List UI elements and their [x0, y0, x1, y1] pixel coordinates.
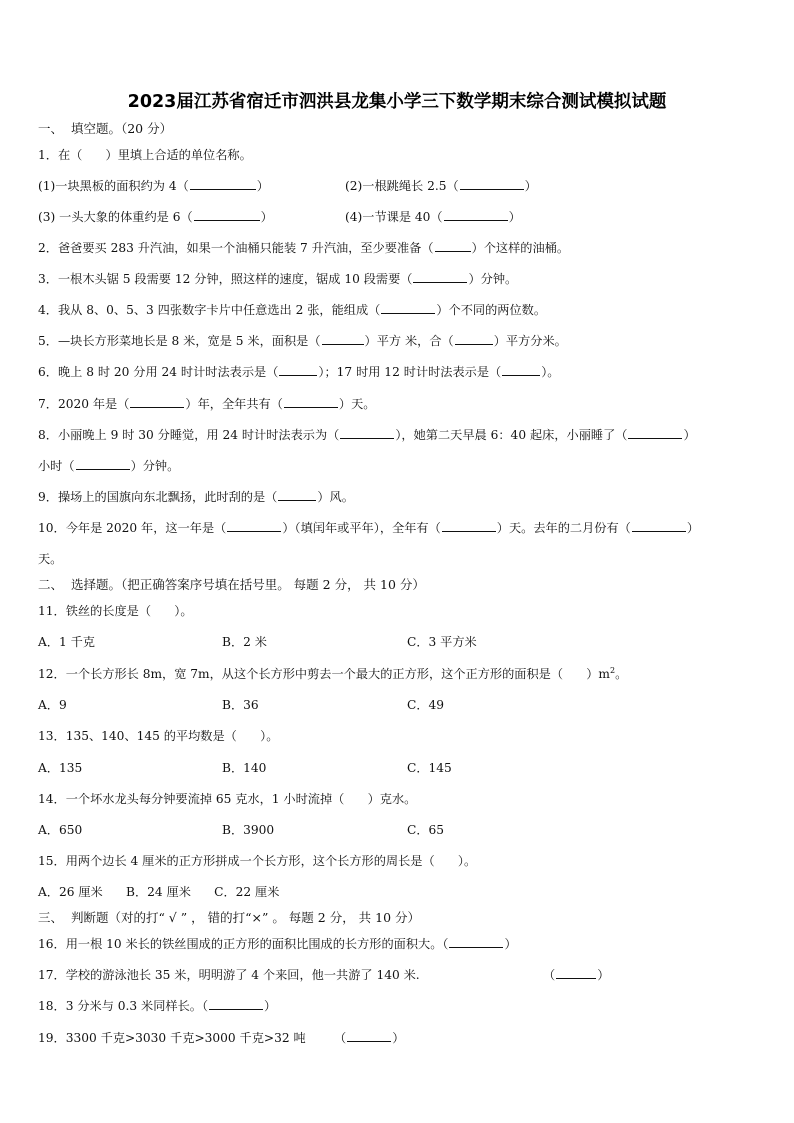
question-17: [38, 967, 420, 983]
question-3-text-end: ）分钟。: [468, 272, 518, 286]
question-17-text: 17．学校的游泳池长 35 米，明明游了 4 个来回，他一共游了 140 米.: [38, 968, 420, 982]
answer-blank[interactable]: [279, 364, 317, 376]
answer-blank[interactable]: [413, 271, 467, 283]
question-19-text: 19．3300 千克>3030 千克>3000 千克>32 吨: [38, 1031, 306, 1045]
question-2: [38, 240, 569, 256]
answer-blank[interactable]: [227, 520, 281, 532]
question-1-stem: 1．在（ ）里填上合适的单位名称。: [38, 148, 252, 162]
bracket-close: ）: [524, 179, 537, 193]
question-19-answer: [334, 1030, 404, 1046]
section-2-heading: 二、 选择题。（把正确答案序号填在括号里。 每题 2 分， 共 10 分）: [38, 577, 425, 592]
question-9: [38, 489, 354, 505]
answer-blank[interactable]: [435, 240, 471, 252]
question-10: [38, 520, 699, 536]
question-13-option-c[interactable]: C．145: [407, 761, 452, 775]
question-19: [38, 1030, 306, 1046]
answer-blank[interactable]: [632, 520, 686, 532]
answer-blank[interactable]: [209, 998, 263, 1010]
question-13-option-b[interactable]: B．140: [222, 761, 267, 775]
answer-blank[interactable]: [278, 489, 316, 501]
answer-blank[interactable]: [502, 364, 540, 376]
question-11-option-b[interactable]: B．2 米: [222, 635, 267, 649]
question-5-text-mid: ）平方 米，合（: [364, 334, 454, 348]
question-18-text: 18．3 分米与 0.3 米同样长。（: [38, 999, 209, 1013]
question-5-text-end: ）平方分米。: [493, 334, 567, 348]
question-14-stem: 14．一个坏水龙头每分钟要流掉 65 克水，1 小时流掉（ ）克水。: [38, 792, 417, 806]
answer-blank[interactable]: [340, 427, 394, 439]
bracket-close: ）: [508, 210, 521, 224]
section-1-heading: 一、 填空题。（20 分）: [38, 121, 173, 136]
question-10-text: 10．今年是 2020 年，这一年是（: [38, 521, 227, 535]
question-3-text: 3．一根木头锯 5 段需要 12 分钟，照这样的速度，锯成 10 段需要（: [38, 272, 413, 286]
bracket-close: ）: [260, 210, 273, 224]
question-14-option-b[interactable]: B．3900: [222, 823, 275, 837]
question-4-text: 4．我从 8、0、5、3 四张数字卡片中任意选出 2 张，能组成（: [38, 303, 381, 317]
question-5-text: 5．—块长方形菜地长是 8 米，宽是 5 米，面积是（: [38, 334, 321, 348]
question-2-text: 2．爸爸要买 283 升汽油，如果一个油桶只能装 7 升汽油，至少要准备（: [38, 241, 434, 255]
question-12-option-a[interactable]: A．9: [38, 698, 67, 712]
answer-blank[interactable]: [347, 1030, 391, 1042]
bracket-close: ）: [504, 937, 517, 951]
exam-title: 2023届江苏省宿迁市泗洪县龙集小学三下数学期末综合测试模拟试题: [127, 92, 667, 112]
answer-blank[interactable]: [444, 209, 508, 221]
question-3: [38, 271, 517, 287]
answer-blank[interactable]: [442, 520, 496, 532]
question-13-option-a[interactable]: A．135: [38, 761, 83, 775]
question-10-text-end: ）: [686, 521, 700, 535]
question-13-stem: 13．135、140、145 的平均数是（ ）。: [38, 729, 279, 743]
question-5: [38, 333, 567, 349]
bracket-close: ）: [264, 999, 277, 1013]
question-12-option-b[interactable]: B．36: [222, 698, 259, 712]
question-12-stem: [38, 666, 627, 682]
answer-blank[interactable]: [322, 333, 364, 345]
question-7-text: 7．2020 年是（: [38, 397, 130, 411]
question-12-option-c[interactable]: C．49: [407, 698, 445, 712]
question-7-text-end: ）天。: [338, 397, 376, 411]
question-9-text: 9．操场上的国旗向东北飘扬，此时刮的是（: [38, 490, 278, 504]
answer-blank[interactable]: [76, 458, 130, 470]
question-14-option-a[interactable]: A．650: [38, 823, 83, 837]
question-6-text-mid: ）；17 时用 12 时计时法表示是（: [318, 365, 502, 379]
question-1-part-2: [345, 178, 537, 194]
question-1-part-3-text: (3) 一头大象的体重约是 6（: [38, 210, 193, 224]
question-8-line-2: [38, 458, 179, 474]
question-1-part-4-text: (4)一节课是 40（: [345, 210, 443, 224]
answer-blank[interactable]: [194, 209, 260, 221]
question-16: [38, 936, 517, 952]
answer-blank[interactable]: [628, 427, 682, 439]
question-10-text-mid: ）（填闰年或平年），全年有（: [282, 521, 441, 535]
bracket-close: ）: [256, 179, 269, 193]
question-11-option-a[interactable]: A．1 千克: [38, 635, 95, 649]
question-6: [38, 364, 559, 380]
section-3-heading: 三、 判断题（对的打“ √ ” ， 错的打“×” 。 每题 2 分， 共 10 分）: [38, 910, 421, 925]
question-11-stem: 11．铁丝的长度是（ ）。: [38, 604, 193, 618]
answer-blank[interactable]: [381, 302, 435, 314]
question-11-option-c[interactable]: C．3 平方米: [407, 635, 477, 649]
answer-blank[interactable]: [556, 967, 596, 979]
answer-blank[interactable]: [190, 178, 256, 190]
question-1-part-1: [38, 178, 269, 194]
question-16-text: 16．用一根 10 米长的铁丝围成的正方形的面积比围成的长方形的面积大。（: [38, 937, 449, 951]
question-8-line-2-text: 小时（: [38, 459, 75, 473]
superscript: 2: [610, 665, 616, 675]
question-15-options[interactable]: A．26 厘米 B．24 厘米 C．22 厘米: [38, 885, 280, 899]
question-8-text-end: ）: [683, 428, 696, 442]
bracket-close: ）: [597, 968, 610, 982]
question-2-text-end: ）个这样的油桶。: [471, 241, 570, 255]
question-17-answer: [543, 967, 609, 983]
answer-blank[interactable]: [130, 396, 184, 408]
question-7: [38, 396, 375, 412]
bracket-open: （: [543, 968, 556, 982]
answer-blank[interactable]: [460, 178, 524, 190]
question-18: [38, 998, 276, 1014]
answer-blank[interactable]: [455, 333, 493, 345]
question-6-text: 6．晚上 8 时 20 分用 24 时计时法表示是（: [38, 365, 279, 379]
question-12-text-end: 。: [615, 667, 628, 681]
question-4-text-end: ）个不同的两位数。: [436, 303, 547, 317]
answer-blank[interactable]: [284, 396, 338, 408]
question-8-text: 8．小丽晚上 9 时 30 分睡觉，用 24 时计时法表示为（: [38, 428, 340, 442]
question-6-text-end: ）。: [541, 365, 560, 379]
question-15-stem: 15．用两个边长 4 厘米的正方形拼成一个长方形，这个长方形的周长是（ ）。: [38, 854, 477, 868]
bracket-close: ）: [392, 1031, 405, 1045]
question-8-line-2-end: ）分钟。: [130, 459, 180, 473]
question-7-text-mid: ）年，全年共有（: [185, 397, 283, 411]
question-1-part-4: [345, 209, 521, 225]
question-10-text-mid-2: ）天。去年的二月份有（: [496, 521, 631, 535]
question-14-option-c[interactable]: C．65: [407, 823, 445, 837]
question-8-text-mid: ），她第二天早晨 6：40 起床，小丽睡了（: [395, 428, 628, 442]
question-1-part-1-text: (1)一块黑板的面积约为 4（: [38, 179, 189, 193]
question-9-text-end: ）风。: [317, 490, 354, 504]
question-8: [38, 427, 696, 443]
answer-blank[interactable]: [449, 936, 503, 948]
bracket-open: （: [334, 1031, 347, 1045]
question-1-part-2-text: (2)一根跳绳长 2.5（: [345, 179, 459, 193]
question-4: [38, 302, 546, 318]
question-1-part-3: [38, 209, 273, 225]
question-12-text: 12．一个长方形长 8m，宽 7m，从这个长方形中剪去一个最大的正方形，这个正方形的面积是（ ）m: [38, 667, 610, 681]
question-10-line-2: 天。: [38, 552, 63, 566]
